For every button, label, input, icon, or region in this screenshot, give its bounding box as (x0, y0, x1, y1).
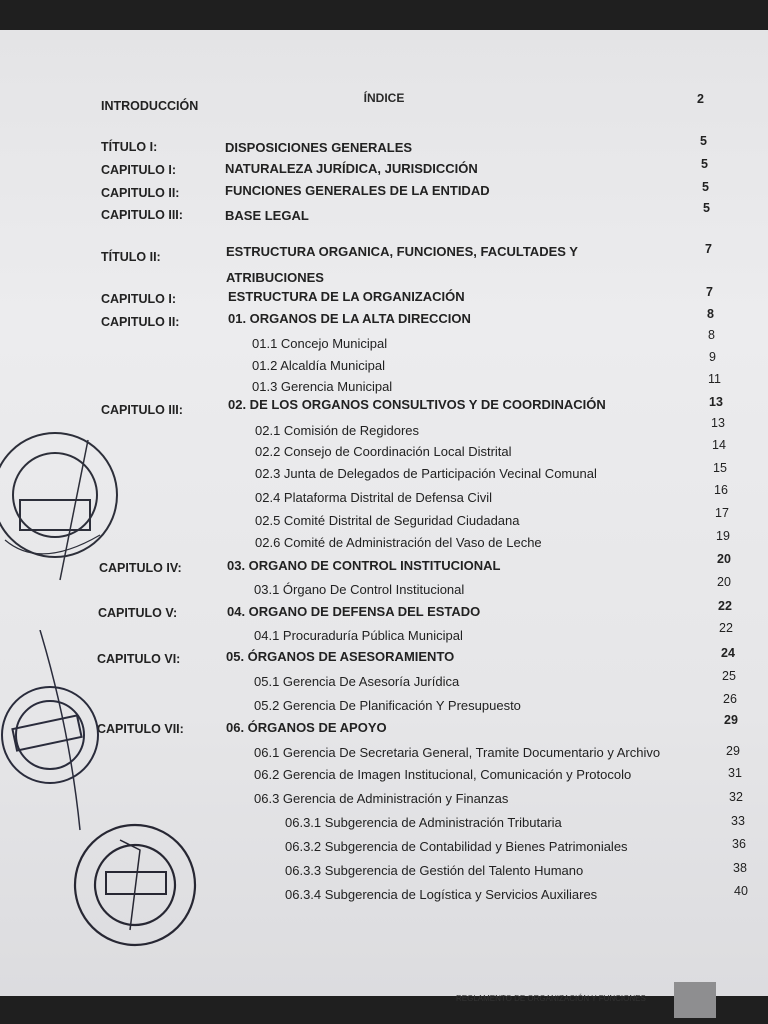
entry-page: 25 (722, 669, 736, 683)
entry-page: 17 (715, 506, 729, 520)
index-entry (0, 350, 768, 380)
entry-page: 22 (719, 621, 733, 635)
entry-label: CAPITULO III: (101, 208, 183, 222)
index-entry (0, 713, 768, 742)
entry-page: 29 (724, 713, 738, 727)
entry-text: 05.2 Gerencia De Planificación Y Presupuesto (254, 698, 521, 713)
entry-label: CAPITULO II: (101, 315, 180, 329)
entry-text: 02.5 Comité Distrital de Seguridad Ciudadana (255, 513, 520, 528)
entry-page: 36 (732, 837, 746, 851)
index-entry (0, 646, 768, 672)
entry-text: ESTRUCTURA ORGANICA, FUNCIONES, FACULTADES Y (226, 244, 578, 259)
entry-page: 11 (708, 372, 721, 386)
entry-page: 5 (702, 180, 709, 194)
index-entry (0, 743, 768, 765)
entry-text: 02.6 Comité de Administración del Vaso de Leche (255, 535, 542, 550)
entry-page: 13 (711, 416, 725, 430)
index-entry (0, 201, 768, 230)
entry-label: CAPITULO V: (98, 606, 178, 620)
entry-text: 03.1 Órgano De Control Institucional (254, 582, 465, 597)
entry-text: 05. ÓRGANOS DE ASESORAMIENTO (226, 649, 455, 664)
entry-page: 20 (717, 575, 731, 589)
entry-label: CAPITULO IV: (99, 561, 182, 575)
entry-text: 01. ORGANOS DE LA ALTA DIRECCION (228, 311, 471, 326)
entry-text: FUNCIONES GENERALES DE LA ENTIDAD (225, 183, 490, 198)
entry-page: 13 (709, 395, 723, 409)
entry-page: 14 (712, 438, 726, 452)
entry-text: 01.3 Gerencia Municipal (252, 379, 393, 394)
index-entry (0, 180, 768, 208)
entry-page: 24 (721, 646, 735, 660)
entry-page: 38 (733, 861, 747, 875)
index-entry (0, 669, 768, 694)
entry-text: 06. ÓRGANOS DE APOYO (226, 720, 387, 735)
entry-label: CAPITULO III: (101, 403, 183, 417)
entry-page: 5 (703, 201, 710, 215)
entry-label: TÍTULO II: (101, 250, 161, 264)
entry-text: NATURALEZA JURÍDICA, JURISDICCIÓN (225, 161, 478, 176)
entry-label: TÍTULO I: (101, 140, 158, 154)
footer-box (674, 982, 716, 1018)
entry-page: 19 (716, 529, 730, 543)
entry-text: 02.1 Comisión de Regidores (255, 423, 420, 438)
entry-page: 29 (726, 744, 740, 758)
entry-text: 06.3.2 Subgerencia de Contabilidad y Bienes Patrimoniales (285, 839, 628, 854)
index-entry (0, 621, 768, 648)
entry-text: 05.1 Gerencia De Asesoría Jurídica (254, 674, 460, 689)
stamp-presupuesto-seal (0, 630, 110, 840)
entry-text: 06.3.1 Subgerencia de Administración Tributaria (285, 815, 562, 830)
entry-text: 06.3.3 Subgerencia de Gestión del Talento Humano (285, 863, 584, 878)
entry-page: 2 (697, 92, 704, 106)
index-entry (0, 157, 768, 185)
entry-text: 04.1 Procuraduría Pública Municipal (254, 628, 463, 643)
index-entry (0, 599, 768, 626)
entry-text: 02.2 Consejo de Coordinación Local Distrital (255, 444, 512, 459)
index-entry (0, 307, 768, 337)
entry-text: 02. DE LOS ORGANOS CONSULTIVOS Y DE COORDINACIÓN (228, 397, 606, 412)
entry-text: 06.3.4 Subgerencia de Logística y Servicios Auxiliares (285, 887, 598, 902)
index-entry (0, 792, 768, 814)
entry-page: 8 (708, 328, 715, 342)
entry-page: 7 (706, 285, 713, 299)
entry-page: 7 (705, 242, 712, 256)
entry-text: 06.2 Gerencia de Imagen Institucional, Comunicación y Protocolo (254, 767, 632, 782)
entry-text: DISPOSICIONES GENERALES (225, 140, 413, 155)
entry-label: CAPITULO I: (101, 163, 176, 177)
entry-text: 06.1 Gerencia De Secretaria General, Tramite Documentario y Archivo (254, 745, 661, 760)
entry-text: BASE LEGAL (225, 208, 309, 223)
entry-label: CAPITULO II: (101, 186, 180, 200)
entry-page: 16 (714, 483, 728, 497)
index-heading: ÍNDICE (363, 91, 405, 105)
entry-text: 02.4 Plataforma Distrital de Defensa Civil (255, 490, 492, 505)
index-entry (0, 692, 768, 717)
entry-text: ATRIBUCIONES (226, 270, 324, 285)
index-entry (0, 134, 768, 162)
entry-text: 04. ORGANO DE DEFENSA DEL ESTADO (227, 604, 481, 619)
entry-label: CAPITULO I: (101, 292, 176, 306)
index-entry (0, 242, 768, 272)
entry-page: 32 (729, 790, 743, 804)
entry-page: 31 (728, 766, 742, 780)
entry-text: 06.3 Gerencia de Administración y Finanzas (254, 791, 509, 806)
entry-page: 26 (723, 692, 737, 706)
entry-label: CAPITULO VII: (97, 722, 184, 736)
entry-label: CAPITULO VI: (97, 652, 181, 666)
index-entry (0, 328, 768, 358)
footer-title: REGLAMENTO DE ORGANIZACIÓN Y FUNCIONES (456, 994, 646, 1003)
entry-text: 03. ORGANO DE CONTROL INSTITUCIONAL (227, 558, 501, 573)
entry-text: 02.3 Junta de Delegados de Participación Vecinal Comunal (255, 466, 597, 481)
entry-text: 01.2 Alcaldía Municipal (252, 358, 385, 373)
entry-text: 01.1 Concejo Municipal (252, 336, 388, 351)
index-entry (0, 767, 768, 789)
entry-page: 9 (709, 350, 716, 364)
entry-page: 15 (713, 461, 727, 475)
entry-page: 5 (700, 134, 707, 148)
entry-page: 22 (718, 599, 732, 613)
stamp-alcaldia-seal (70, 820, 210, 950)
entry-text: ESTRUCTURA DE LA ORGANIZACIÓN (228, 289, 465, 304)
entry-page: 20 (717, 552, 731, 566)
entry-page: 40 (734, 884, 748, 898)
entry-page: 8 (707, 307, 714, 321)
stamp-rrhh-seal (0, 420, 130, 590)
entry-label: INTRODUCCIÓN (101, 99, 199, 113)
entry-page: 33 (731, 814, 745, 828)
entry-page: 5 (701, 157, 708, 171)
document-page (0, 30, 768, 1003)
